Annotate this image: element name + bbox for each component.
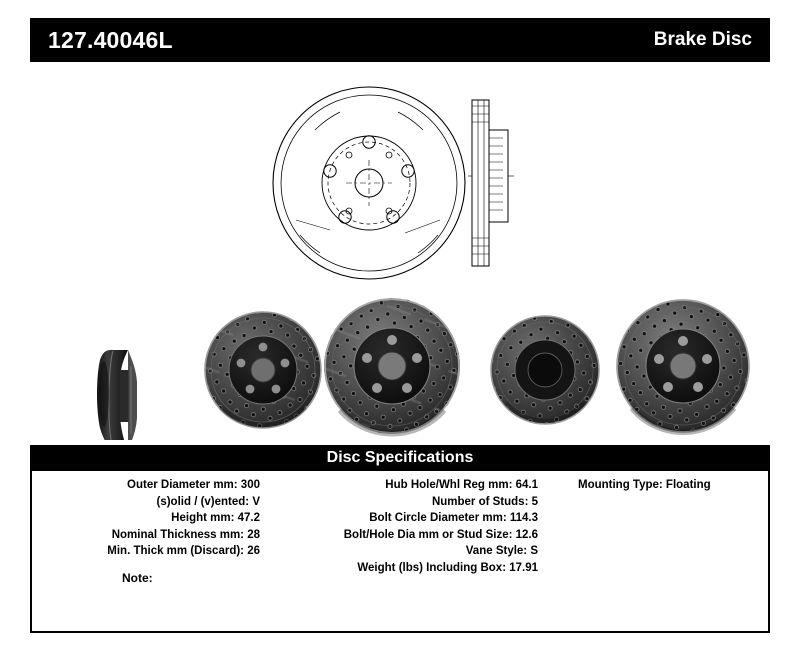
spec-item: Nominal Thickness mm: 28 — [111, 528, 260, 541]
spec-panel-body — [30, 471, 770, 631]
spec-column-left — [30, 477, 270, 576]
spec-item: Outer Diameter mm: 300 — [127, 479, 260, 491]
photo-rotor-angled — [324, 298, 460, 434]
spec-column-middle — [270, 477, 550, 576]
spec-panel-heading: Disc Specifications — [30, 445, 770, 471]
photo-rotor-front-left — [205, 312, 321, 428]
line-art-front-view — [273, 87, 465, 279]
spec-item: Weight (lbs) Including Box: 17.91 — [357, 561, 538, 574]
part-number: 127.40046L — [48, 26, 173, 53]
photo-edge-view — [97, 350, 137, 440]
spec-item: (s)olid / (v)ented: V — [156, 495, 260, 508]
spec-item: Vane Style: S — [465, 545, 538, 557]
product-illustrations — [0, 70, 800, 440]
photo-rotor-rear — [491, 316, 599, 424]
spec-item: Min. Thick mm (Discard): 26 — [107, 545, 260, 557]
spec-item: Hub Hole/Whl Reg mm: 64.1 — [385, 479, 538, 491]
spec-item: Bolt Circle Diameter mm: 114.3 — [369, 512, 538, 524]
photo-rotor-front-large — [617, 300, 749, 432]
note-label: Note: — [122, 571, 153, 585]
spec-item: Height mm: 47.2 — [171, 512, 260, 524]
spec-panel-bottom-border — [30, 631, 770, 633]
page-title: Brake Disc — [653, 29, 752, 50]
header-bar — [30, 18, 770, 62]
spec-column-right — [550, 477, 770, 576]
spec-item: Mounting Type: Floating — [578, 479, 711, 491]
spec-item: Bolt/Hole Dia mm or Stud Size: 12.6 — [343, 528, 538, 541]
spec-item: Number of Studs: 5 — [431, 495, 538, 508]
line-art-cross-section — [468, 100, 514, 266]
